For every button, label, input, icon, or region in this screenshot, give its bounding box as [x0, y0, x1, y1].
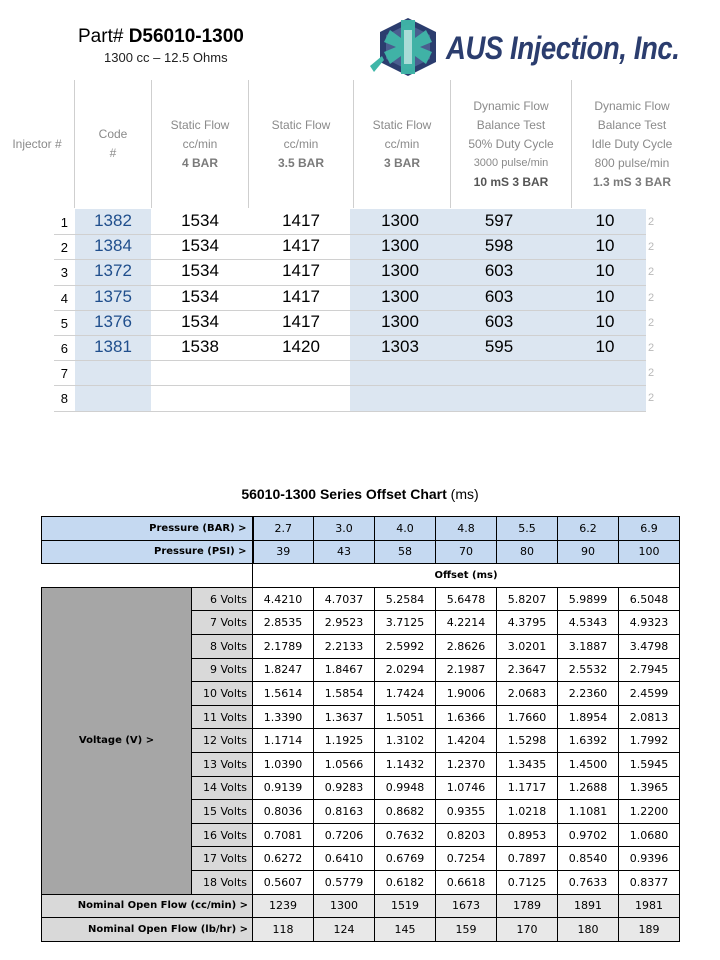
row-divider — [54, 411, 646, 412]
row-trailing-mark: 2 — [648, 392, 655, 404]
injector-number: 4 — [60, 291, 68, 306]
offset-value: 0.9283 — [314, 776, 375, 800]
nominal-flow-cc-value: 1239 — [253, 894, 314, 918]
offset-value: 2.7945 — [619, 658, 680, 682]
row-divider — [54, 310, 646, 311]
offset-value: 1.0218 — [497, 800, 558, 824]
static-35bar-cell: 1417 — [282, 312, 320, 331]
offset-value: 2.9523 — [314, 611, 375, 635]
offset-value: 0.8953 — [497, 823, 558, 847]
offset-value: 1.0390 — [253, 752, 314, 776]
nominal-flow-cc-value: 1673 — [436, 894, 497, 918]
offset-value: 0.8682 — [375, 800, 436, 824]
nominal-flow-lb-value: 189 — [619, 918, 680, 942]
static-4bar-cell: 1534 — [181, 236, 219, 255]
nominal-flow-cc-value: 1519 — [375, 894, 436, 918]
offset-value: 1.0680 — [619, 823, 680, 847]
voltage-row — [42, 587, 680, 611]
row-divider — [54, 360, 646, 361]
offset-value: 1.0566 — [314, 752, 375, 776]
static-3bar-cell: 1300 — [381, 211, 419, 230]
offset-value: 1.2370 — [436, 752, 497, 776]
offset-value: 5.9899 — [558, 587, 619, 611]
static-3bar-cell: 1300 — [381, 287, 419, 306]
offset-value: 1.3102 — [375, 729, 436, 753]
offset-value: 1.5051 — [375, 705, 436, 729]
nominal-flow-cc-value: 1300 — [314, 894, 375, 918]
offset-value: 2.8626 — [436, 634, 497, 658]
offset-chart-table — [41, 516, 680, 942]
offset-value: 0.7254 — [436, 847, 497, 871]
pressure-psi-value: 43 — [314, 540, 375, 564]
offset-value: 0.5779 — [314, 870, 375, 894]
offset-value: 0.5607 — [253, 870, 314, 894]
static-35bar-cell: 1417 — [282, 211, 320, 230]
offset-value: 3.1887 — [558, 634, 619, 658]
row-trailing-mark: 2 — [648, 292, 655, 304]
offset-value: 0.6272 — [253, 847, 314, 871]
voltage-name: 11 Volts — [192, 705, 253, 729]
pressure-psi-value: 70 — [436, 540, 497, 564]
offset-value: 0.6618 — [436, 870, 497, 894]
injector-number: 3 — [60, 265, 68, 280]
row-trailing-mark: 2 — [648, 241, 655, 253]
offset-value: 5.8207 — [497, 587, 558, 611]
offset-value: 4.9323 — [619, 611, 680, 635]
dynamic-idle-cell: 10 — [595, 287, 615, 306]
header-static-4bar: Static Flow cc/min 4 BAR — [170, 117, 230, 170]
offset-value: 0.6769 — [375, 847, 436, 871]
offset-value: 0.7081 — [253, 823, 314, 847]
static-4bar-cell: 1534 — [181, 287, 219, 306]
nominal-flow-lb-value: 124 — [314, 918, 375, 942]
nominal-flow-cc-value: 1891 — [558, 894, 619, 918]
voltage-name: 9 Volts — [192, 658, 253, 682]
header-static-3bar: Static Flow cc/min 3 BAR — [372, 117, 432, 170]
offset-value: 1.4204 — [436, 729, 497, 753]
dynamic-50-cell: 603 — [484, 312, 514, 331]
voltage-name: 17 Volts — [192, 847, 253, 871]
offset-value: 2.0813 — [619, 705, 680, 729]
offset-value: 1.7424 — [375, 682, 436, 706]
offset-value: 1.5854 — [314, 682, 375, 706]
voltage-name: 8 Volts — [192, 634, 253, 658]
offset-value: 0.9948 — [375, 776, 436, 800]
pressure-psi-value: 39 — [253, 540, 314, 564]
static-3bar-cell: 1300 — [381, 312, 419, 331]
pressure-psi-value: 90 — [558, 540, 619, 564]
pressure-psi-value: 80 — [497, 540, 558, 564]
code-cell: 1382 — [94, 211, 132, 230]
offset-value: 2.5532 — [558, 658, 619, 682]
dynamic-idle-cell: 10 — [595, 312, 615, 331]
static-35bar-cell: 1417 — [282, 287, 320, 306]
company-logo-icon — [370, 16, 446, 78]
offset-header: Offset (ms) — [253, 564, 680, 588]
pressure-bar-value: 4.8 — [436, 517, 497, 541]
offset-value: 0.8203 — [436, 823, 497, 847]
offset-value: 4.5343 — [558, 611, 619, 635]
static-3bar-cell: 1300 — [381, 236, 419, 255]
pressure-bar-value: 2.7 — [253, 517, 314, 541]
row-trailing-mark: 2 — [648, 266, 655, 278]
voltage-name: 10 Volts — [192, 682, 253, 706]
nominal-flow-lb-value: 159 — [436, 918, 497, 942]
offset-value: 2.3647 — [497, 658, 558, 682]
offset-value: 0.7632 — [375, 823, 436, 847]
offset-value: 0.9396 — [619, 847, 680, 871]
offset-value: 2.0683 — [497, 682, 558, 706]
nominal-flow-lb-value: 170 — [497, 918, 558, 942]
offset-value: 1.8247 — [253, 658, 314, 682]
code-cell: 1384 — [94, 236, 132, 255]
pressure-psi-label: Pressure (PSI) > — [42, 540, 253, 564]
offset-value: 0.9702 — [558, 823, 619, 847]
pressure-bar-label: Pressure (BAR) > — [42, 517, 253, 541]
voltage-name: 6 Volts — [192, 587, 253, 611]
part-number: D56010-1300 — [128, 26, 244, 47]
offset-value: 1.1432 — [375, 752, 436, 776]
dynamic-idle-cell: 10 — [595, 261, 615, 280]
offset-value: 5.2584 — [375, 587, 436, 611]
offset-value: 2.0294 — [375, 658, 436, 682]
nominal-flow-lb-row — [42, 918, 680, 942]
offset-value: 1.2688 — [558, 776, 619, 800]
header-dynamic-50: Dynamic Flow Balance Test 50% Duty Cycle 3000 pulse/min 10 mS 3 BAR — [468, 98, 554, 189]
offset-value: 3.7125 — [375, 611, 436, 635]
offset-value: 3.4798 — [619, 634, 680, 658]
static-4bar-cell: 1534 — [181, 312, 219, 331]
offset-value: 1.8467 — [314, 658, 375, 682]
offset-value: 2.2133 — [314, 634, 375, 658]
voltage-axis-label: Voltage (V) > — [42, 587, 192, 894]
static-3bar-cell: 1300 — [381, 261, 419, 280]
header-injector: Injector # — [12, 136, 62, 151]
static-35bar-cell: 1420 — [282, 337, 320, 356]
voltage-name: 12 Volts — [192, 729, 253, 753]
header-static-35bar: Static Flow cc/min 3.5 BAR — [271, 117, 331, 170]
offset-value: 2.1987 — [436, 658, 497, 682]
static-4bar-cell: 1534 — [181, 261, 219, 280]
offset-value: 1.5945 — [619, 752, 680, 776]
static-35bar-cell: 1417 — [282, 261, 320, 280]
pressure-bar-value: 5.5 — [497, 517, 558, 541]
offset-value: 0.6410 — [314, 847, 375, 871]
row-trailing-mark: 2 — [648, 367, 655, 379]
offset-value: 1.2200 — [619, 800, 680, 824]
dynamic-idle-cell: 10 — [595, 236, 615, 255]
voltage-name: 14 Volts — [192, 776, 253, 800]
dynamic-idle-cell: 10 — [595, 337, 615, 356]
offset-value: 0.9139 — [253, 776, 314, 800]
header-code: Code # — [98, 127, 128, 160]
offset-value: 2.5992 — [375, 634, 436, 658]
code-cell: 1376 — [94, 312, 132, 331]
offset-value: 1.1714 — [253, 729, 314, 753]
offset-value: 0.8163 — [314, 800, 375, 824]
code-cell: 1372 — [94, 261, 132, 280]
row-divider — [54, 259, 646, 260]
offset-value: 0.7633 — [558, 870, 619, 894]
dynamic-50-cell: 598 — [484, 236, 514, 255]
offset-header-row — [42, 564, 680, 588]
offset-value: 1.3390 — [253, 705, 314, 729]
offset-value: 0.7897 — [497, 847, 558, 871]
injector-number: 8 — [60, 391, 68, 406]
static-4bar-cell: 1538 — [181, 337, 219, 356]
pressure-psi-value: 58 — [375, 540, 436, 564]
pressure-bar-value: 3.0 — [314, 517, 375, 541]
pressure-bar-value: 6.2 — [558, 517, 619, 541]
nominal-flow-lb-value: 180 — [558, 918, 619, 942]
dynamic-50-cell: 603 — [484, 261, 514, 280]
row-divider — [54, 285, 646, 286]
voltage-name: 18 Volts — [192, 870, 253, 894]
injector-number: 1 — [60, 215, 68, 230]
offset-value: 1.3435 — [497, 752, 558, 776]
offset-value: 1.5298 — [497, 729, 558, 753]
nominal-flow-lb-value: 145 — [375, 918, 436, 942]
pressure-bar-value: 4.0 — [375, 517, 436, 541]
offset-value: 2.1789 — [253, 634, 314, 658]
offset-chart-title: 56010-1300 Series Offset Chart (ms) — [241, 486, 479, 502]
offset-value: 1.1925 — [314, 729, 375, 753]
static-35bar-cell: 1417 — [282, 236, 320, 255]
offset-value: 4.3795 — [497, 611, 558, 635]
static-3bar-cell: 1303 — [381, 337, 419, 356]
dynamic-50-cell: 603 — [484, 287, 514, 306]
row-divider — [54, 335, 646, 336]
nominal-flow-cc-row — [42, 894, 680, 918]
row-trailing-mark: 2 — [648, 342, 655, 354]
injector-number: 2 — [60, 240, 68, 255]
row-divider — [54, 234, 646, 235]
offset-value: 1.9006 — [436, 682, 497, 706]
row-trailing-mark: 2 — [648, 317, 655, 329]
offset-value: 1.5614 — [253, 682, 314, 706]
offset-value: 3.0201 — [497, 634, 558, 658]
voltage-name: 16 Volts — [192, 823, 253, 847]
injector-spec: 1300 cc – 12.5 Ohms — [104, 50, 228, 65]
offset-value: 1.3637 — [314, 705, 375, 729]
offset-value: 1.4500 — [558, 752, 619, 776]
part-number-line — [78, 26, 244, 48]
dynamic-idle-cell: 10 — [595, 211, 615, 230]
injector-number: 6 — [60, 341, 68, 356]
blank-cell — [42, 564, 253, 588]
offset-value: 0.8036 — [253, 800, 314, 824]
voltage-name: 7 Volts — [192, 611, 253, 635]
injector-number: 7 — [60, 366, 68, 381]
code-cell: 1381 — [94, 337, 132, 356]
offset-value: 0.7125 — [497, 870, 558, 894]
offset-value: 2.2360 — [558, 682, 619, 706]
offset-value: 0.8540 — [558, 847, 619, 871]
offset-value: 4.7037 — [314, 587, 375, 611]
code-cell: 1375 — [94, 287, 132, 306]
pressure-psi-value: 100 — [619, 540, 680, 564]
row-divider — [54, 385, 646, 386]
offset-value: 1.0746 — [436, 776, 497, 800]
offset-value: 1.7660 — [497, 705, 558, 729]
offset-value: 1.8954 — [558, 705, 619, 729]
offset-value: 4.2214 — [436, 611, 497, 635]
nominal-flow-cc-value: 1981 — [619, 894, 680, 918]
voltage-name: 15 Volts — [192, 800, 253, 824]
offset-value: 1.1717 — [497, 776, 558, 800]
offset-value: 6.5048 — [619, 587, 680, 611]
dynamic-50-cell: 597 — [484, 211, 514, 230]
offset-value: 0.8377 — [619, 870, 680, 894]
nominal-flow-lb-label: Nominal Open Flow (lb/hr) > — [42, 918, 253, 942]
part-prefix: Part# — [78, 26, 124, 47]
offset-value: 2.4599 — [619, 682, 680, 706]
offset-value: 0.9355 — [436, 800, 497, 824]
nominal-flow-cc-label: Nominal Open Flow (cc/min) > — [42, 894, 253, 918]
injector-number: 5 — [60, 316, 68, 331]
nominal-flow-cc-value: 1789 — [497, 894, 558, 918]
pressure-bar-value: 6.9 — [619, 517, 680, 541]
offset-value: 1.7992 — [619, 729, 680, 753]
row-trailing-mark: 2 — [648, 216, 655, 228]
company-name: AUS Injection, Inc. — [446, 30, 680, 66]
offset-value: 1.6366 — [436, 705, 497, 729]
offset-value: 2.8535 — [253, 611, 314, 635]
static-4bar-cell: 1534 — [181, 211, 219, 230]
voltage-name: 13 Volts — [192, 752, 253, 776]
pressure-psi-row — [42, 540, 680, 564]
offset-value: 0.6182 — [375, 870, 436, 894]
offset-value: 1.3965 — [619, 776, 680, 800]
offset-value: 5.6478 — [436, 587, 497, 611]
pressure-bar-row — [42, 517, 680, 541]
nominal-flow-lb-value: 118 — [253, 918, 314, 942]
offset-value: 1.1081 — [558, 800, 619, 824]
offset-value: 0.7206 — [314, 823, 375, 847]
offset-value: 4.4210 — [253, 587, 314, 611]
offset-value: 1.6392 — [558, 729, 619, 753]
header-dynamic-idle: Dynamic Flow Balance Test Idle Duty Cycle 800 pulse/min 1.3 mS 3 BAR — [591, 98, 673, 189]
dynamic-50-cell: 595 — [484, 337, 514, 356]
